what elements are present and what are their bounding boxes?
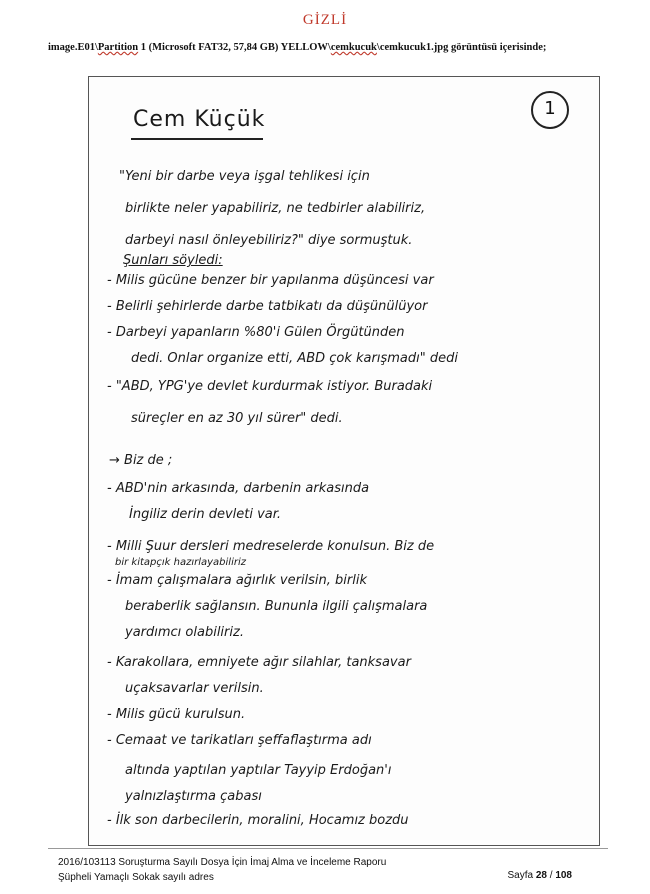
note-line: - Belirli şehirlerde darbe tatbikatı da düşünülüyor — [107, 299, 428, 314]
note-line: İngiliz derin devleti var. — [129, 507, 282, 522]
note-line: uçaksavarlar verilsin. — [125, 681, 264, 696]
path-partition-word: Partition — [97, 42, 139, 53]
note-line: → Biz de ; — [109, 453, 173, 468]
note-line: - Milli Şuur dersleri medreselerde konulsun. Biz de — [107, 539, 435, 554]
note-line: süreçler en az 30 yıl sürer" dedi. — [131, 411, 343, 426]
page-label: Sayfa — [507, 870, 536, 881]
handwritten-note-image — [88, 76, 600, 846]
note-line: birlikte neler yapabiliriz, ne tedbirler alabiliriz, — [125, 201, 426, 216]
note-line: altında yaptılan yaptılar Tayyip Erdoğan'ı — [125, 763, 392, 778]
note-line: bir kitapçık hazırlayabiliriz — [115, 557, 247, 568]
classification-header: GİZLİ — [302, 12, 348, 28]
path-folder-word: cemkucuk — [330, 42, 377, 53]
note-line: yalnızlaştırma çabası — [125, 789, 262, 804]
path-partition-rest: 1 (Microsoft FAT32, 57,84 GB) YELLOW\ — [138, 42, 331, 53]
note-line: - "ABD, YPG'ye devlet kurdurmak istiyor. Buradaki — [107, 379, 433, 394]
note-line: dedi. Onlar organize etti, ABD çok karışmadı" dedi — [131, 351, 458, 366]
note-line: - Milis gücüne benzer bir yapılanma düşüncesi var — [107, 273, 434, 288]
note-line: - Milis gücü kurulsun. — [107, 707, 246, 722]
note-line: - Darbeyi yapanların %80'i Gülen Örgütünden — [107, 325, 405, 340]
image-path-caption — [48, 40, 608, 55]
title-underline — [131, 138, 263, 140]
path-file: \cemkucuk1.jpg — [376, 42, 449, 53]
footer-divider — [48, 848, 608, 849]
note-line: Şunları söyledi: — [123, 253, 223, 268]
note-line: yardımcı olabiliriz. — [125, 625, 244, 640]
note-line: "Yeni bir darbe veya işgal tehlikesi için — [119, 169, 370, 184]
footer-report-line: 2016/103113 Soruşturma Sayılı Dosya İçin İmaj Alma ve İnceleme Raporu — [58, 857, 387, 868]
note-title: Cem Küçük — [133, 107, 266, 132]
path-prefix: image.E01\ — [48, 42, 98, 53]
note-line: - Karakollara, emniyete ağır silahlar, tanksavar — [107, 655, 411, 670]
page-current: 28 — [535, 870, 547, 881]
footer-address-line: Şüpheli Yamaçlı Sokak sayılı adres — [58, 872, 214, 883]
page-counter — [507, 870, 572, 881]
note-page-circle: 1 — [531, 91, 569, 129]
note-line: beraberlik sağlansın. Bununla ilgili çalışmalara — [125, 599, 428, 614]
page-separator: / — [546, 870, 556, 881]
page-total: 108 — [555, 870, 572, 881]
note-line: darbeyi nasıl önleyebiliriz?" diye sormuştuk. — [125, 233, 413, 248]
path-suffix: görüntüsü içerisinde; — [448, 42, 547, 53]
footer-info — [58, 855, 386, 885]
note-line: - İlk son darbecilerin, moralini, Hocamız bozdu — [107, 813, 409, 828]
note-line: - İmam çalışmalara ağırlık verilsin, birlik — [107, 573, 368, 588]
note-line: - ABD'nin arkasında, darbenin arkasında — [107, 481, 370, 496]
note-line: - Cemaat ve tarikatları şeffaflaştırma adı — [107, 733, 372, 748]
